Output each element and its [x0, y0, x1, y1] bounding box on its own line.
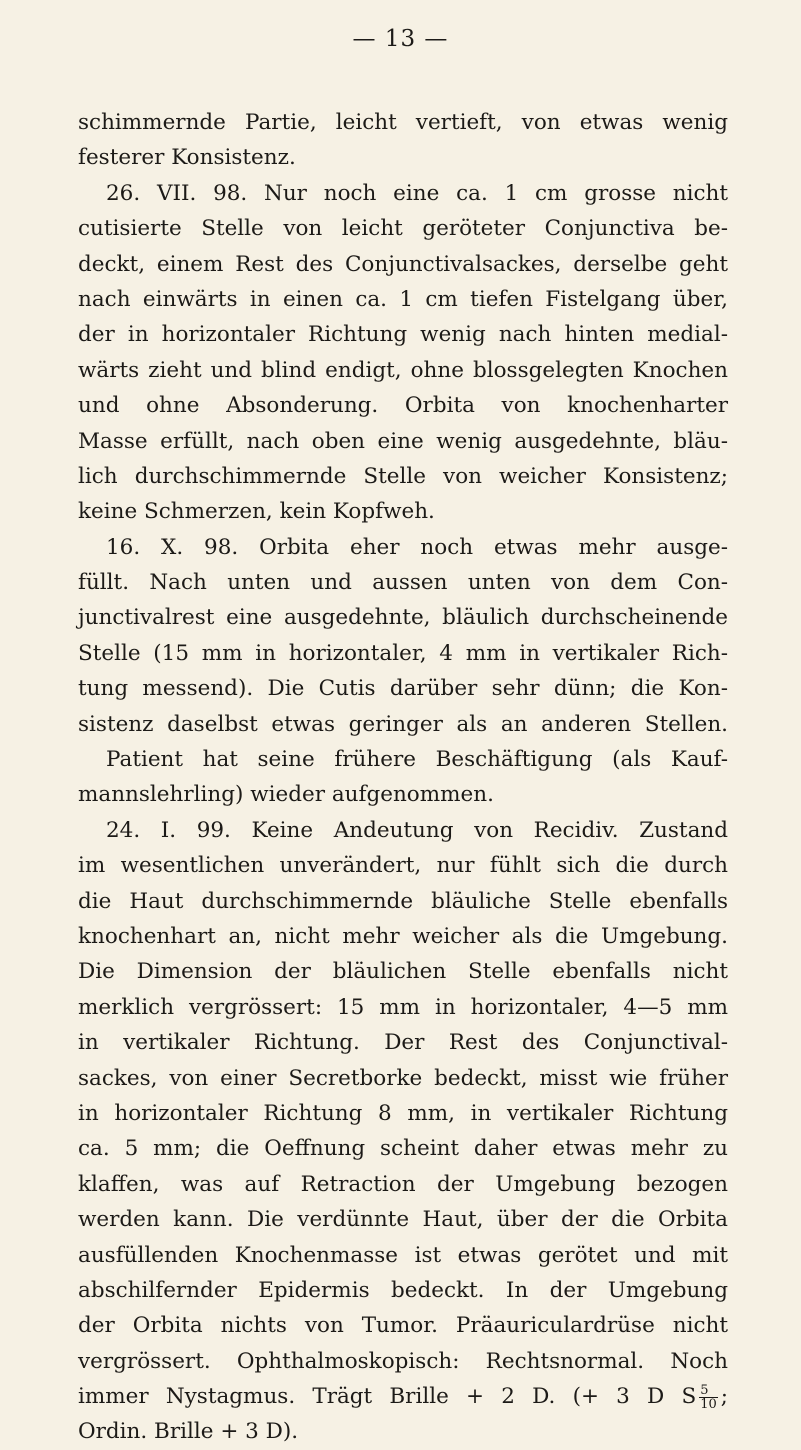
page-number: — 13 —: [352, 26, 449, 52]
text-line: Masse erfüllt, nach oben eine wenig ausgedehnte, bläu-: [78, 428, 728, 454]
text-line: ca. 5 mm; die Oeffnung scheint daher etwas mehr zu: [78, 1136, 728, 1162]
text-line: im wesentlichen unverändert, nur fühlt sich die durch: [78, 853, 728, 879]
text-line: vergrössert. Ophthalmoskopisch: Rechtsnormal. Noch: [78, 1348, 728, 1374]
text-line: in vertikaler Richtung. Der Rest des Conjunctival-: [78, 1030, 728, 1056]
text-line: schimmernde Partie, leicht vertieft, von etwas wenig: [78, 110, 728, 135]
text-line-fraction: [78, 1379, 728, 1414]
text-line: Die Dimension der bläulichen Stelle ebenfalls nicht: [78, 959, 728, 985]
text-line: cutisierte Stelle von leicht geröteter Conjunctiva be-: [78, 216, 728, 242]
text-line: Stelle (15 mm in horizontaler, 4 mm in vertikaler Rich-: [78, 640, 728, 666]
text-line: knochenhart an, nicht mehr weicher als die Umgebung.: [78, 923, 728, 949]
fraction-numerator: 5: [699, 1384, 718, 1398]
body-text: [78, 105, 728, 1450]
text-line-final: Ordin. Brille + 3 D).: [78, 1419, 299, 1445]
paragraph-lines: [78, 105, 728, 1379]
text-line: festerer Konsistenz.: [78, 145, 296, 171]
text-line: sackes, von einer Secretborke bedeckt, misst wie früher: [78, 1065, 728, 1091]
text-line: mannslehrling) wieder aufgenommen.: [78, 782, 494, 808]
text-line: klaffen, was auf Retraction der Umgebung bezogen: [78, 1171, 728, 1197]
text-line: werden kann. Die verdünnte Haut, über der die Orbita: [78, 1207, 728, 1233]
fraction-line-before: immer Nystagmus. Trägt Brille + 2 D. (+ 3 D S: [78, 1384, 697, 1410]
text-line: 26. VII. 98. Nur noch eine ca. 1 cm grosse nicht: [106, 180, 728, 206]
text-line: wärts zieht und blind endigt, ohne blossgelegten Knochen: [78, 357, 728, 383]
text-line: Patient hat seine frühere Beschäftigung (als Kauf-: [106, 747, 728, 773]
text-line: und ohne Absonderung. Orbita von knochenharter: [78, 393, 728, 419]
text-line: abschilfernder Epidermis bedeckt. In der Umgebung: [78, 1277, 728, 1303]
text-line: 16. X. 98. Orbita eher noch etwas mehr ausge-: [106, 534, 728, 560]
text-line: ausfüllenden Knochenmasse ist etwas gerötet und mit: [78, 1242, 728, 1268]
text-line: sistenz daselbst etwas geringer als an anderen Stellen.: [78, 711, 728, 737]
text-line: 24. I. 99. Keine Andeutung von Recidiv. Zustand: [106, 817, 728, 843]
text-line: der Orbita nichts von Tumor. Präauriculardrüse nicht: [78, 1313, 728, 1339]
text-line: füllt. Nach unten und aussen unten von dem Con-: [78, 570, 728, 596]
text-line: der in horizontaler Richtung wenig nach hinten medial-: [78, 322, 728, 348]
text-line: tung messend). Die Cutis darüber sehr dünn; die Kon-: [78, 676, 728, 702]
text-line: lich durchschimmernde Stelle von weicher Konsistenz;: [78, 463, 728, 489]
text-line: nach einwärts in einen ca. 1 cm tiefen Fistelgang über,: [78, 286, 728, 312]
text-line: deckt, einem Rest des Conjunctivalsackes, derselbe geht: [78, 251, 728, 277]
fraction: [699, 1384, 718, 1411]
fraction-line-after: ;: [720, 1384, 728, 1410]
text-line: merklich vergrössert: 15 mm in horizontaler, 4—5 mm: [78, 994, 728, 1020]
text-line: keine Schmerzen, kein Kopfweh.: [78, 499, 435, 525]
fraction-denominator: 10: [700, 1396, 717, 1412]
text-line: junctivalrest eine ausgedehnte, bläulich durchscheinende: [78, 605, 728, 631]
text-line: die Haut durchschimmernde bläuliche Stelle ebenfalls: [78, 888, 728, 914]
text-line: in horizontaler Richtung 8 mm, in vertikaler Richtung: [78, 1100, 728, 1126]
